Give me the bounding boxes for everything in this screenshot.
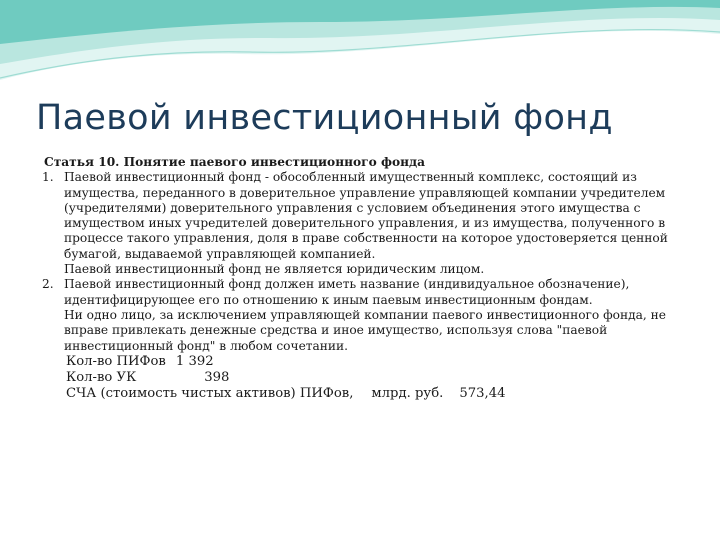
nav-label: СЧА (стоимость чистых активов) ПИФов, [66,385,354,401]
list-number-1: 1. [42,170,54,185]
stat-row-nav [44,386,684,402]
stat-row-uk-count [44,370,684,386]
stat-row-pif-count [44,354,684,370]
slide-title: Паевой инвестиционный фонд [36,98,613,138]
legal-entity-note: Паевой инвестиционный фонд не является юридическим лицом. [64,262,485,277]
list-item-1 [44,170,684,262]
pif-count-value: 1 392 [175,353,214,369]
article-heading: Статья 10. Понятие паевого инвестиционного фонда [44,155,426,169]
uk-count-value: 398 [204,369,230,385]
list-item-1-text: Паевой инвестиционный фонд - обособленный имущественный комплекс, состоящий из имущества, переданного в доверительное управление управляющей компании учредителем (учредителями) доверительного управления с условием объединения этого имущества с имуществом иных учредителей доверительного управления, и из имущества, полученного в процессе такого управления, доля в праве собственности на которое удостоверяется ценной бумагой, выдаваемой управляющей компанией. [64,170,668,261]
list-item-2 [44,277,684,308]
pif-count-label: Кол-во ПИФов [66,353,166,369]
uk-count-label: Кол-во УК [66,369,137,385]
header-wave-decoration [0,0,720,90]
list-number-2: 2. [42,277,54,292]
list-item-2-text: Паевой инвестиционный фонд должен иметь название (индивидуальное обозначение), идентифицирующее его по отношению к иным паевым инвестиционным фондам. [64,277,630,307]
nav-unit: млрд. руб. [371,385,444,401]
slide-body [44,155,684,402]
statistics-block [44,354,684,402]
nav-value: 573,44 [459,385,506,401]
restriction-note: Ни одно лицо, за исключением управляющей компании паевого инвестиционного фонда, не вправе привлекать денежные средства и иное имущество, используя слова "паевой инвестиционный фонд" в любом сочетании. [64,307,666,353]
